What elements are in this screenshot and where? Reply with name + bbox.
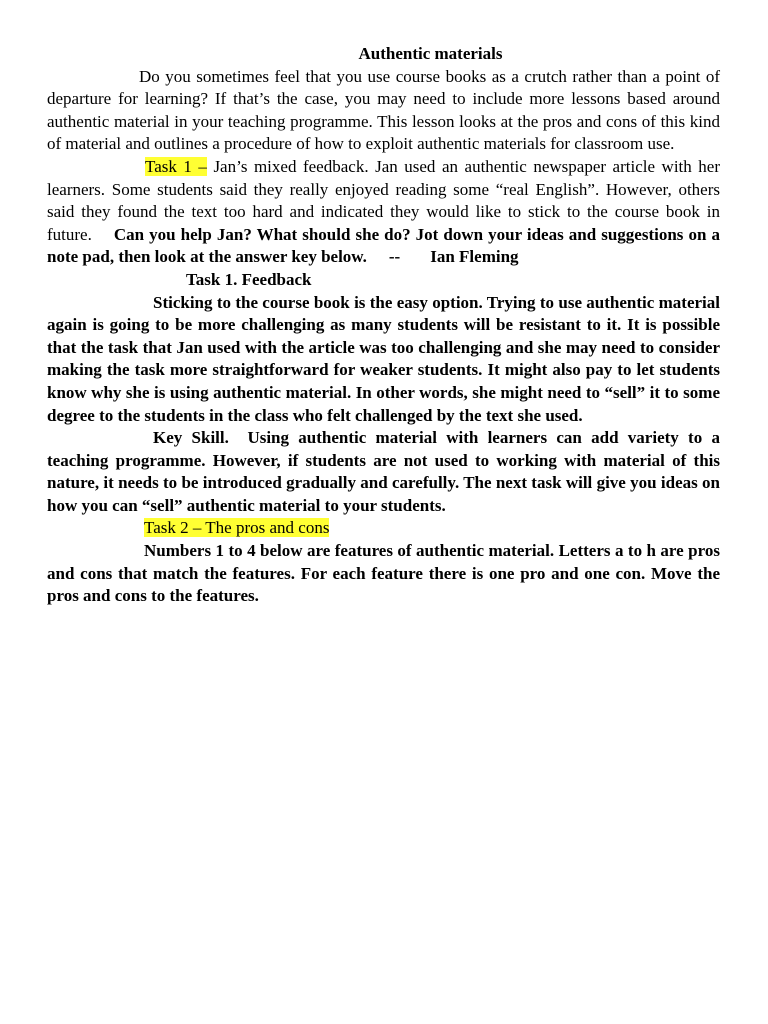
- intro-text: Do you sometimes feel that you use course books as a crutch rather than a point of departure for learning? If that’s the case, you may need to include more lessons based around authentic material in your teaching programme. This lesson looks at the pros and cons of this kind of material and outlines a procedure of how to exploit authentic materials for classroom use.: [47, 66, 720, 154]
- task1-question: Can you help Jan? What should she do? Jot down your ideas and suggestions on a note pad, then look at the answer key below.: [47, 224, 720, 267]
- document-title: Authentic materials: [358, 44, 503, 63]
- document-page: [47, 43, 720, 608]
- feedback-heading-line: [47, 269, 720, 292]
- task1-label: Task 1 –: [145, 156, 207, 176]
- task2-paragraph: [47, 540, 720, 608]
- feedback-heading: Task 1. Feedback: [186, 269, 312, 289]
- feedback-text: Sticking to the course book is the easy option. Trying to use authentic material again is going to be more challenging as many students will be resistant to it. It is possible that the task that Jan used with the article was too challenging and she may need to consider making the task more straightforward for weaker students. It might also pay to let students know why she is using authentic material. In other words, she might need to “sell” it to some degree to the students in the class who felt challenged by the text she used.: [47, 292, 720, 425]
- task1-dash: --: [388, 247, 401, 267]
- task1-author: Ian Fleming: [430, 247, 519, 267]
- key-skill-label: Key Skill.: [153, 428, 229, 448]
- key-skill-text: Using authentic material with learners can add variety to a teaching programme. However, if students are not used to working with material of this nature, it needs to be introduced gradually and carefully. The next task will give you ideas on how you can “sell” authentic material to your students.: [47, 428, 720, 515]
- feedback-paragraph: [47, 292, 720, 428]
- key-skill-paragraph: [47, 427, 720, 517]
- task2-heading: Task 2 – The pros and cons: [144, 518, 330, 538]
- task2-text: Numbers 1 to 4 below are features of authentic material. Letters a to h are pros and cons that match the features. For each feature there is one pro and one con. Move the pros and cons to the features.: [47, 541, 720, 606]
- task1-text: Jan’s mixed feedback. Jan used an authentic newspaper article with her learners. Some students said they really enjoyed reading some “real English”. However, others said they found the text too hard and indicated they would like to stick to the course book in future.: [47, 156, 720, 244]
- task2-heading-line: [47, 517, 720, 540]
- intro-paragraph: [47, 66, 720, 156]
- task1-paragraph: [47, 156, 720, 269]
